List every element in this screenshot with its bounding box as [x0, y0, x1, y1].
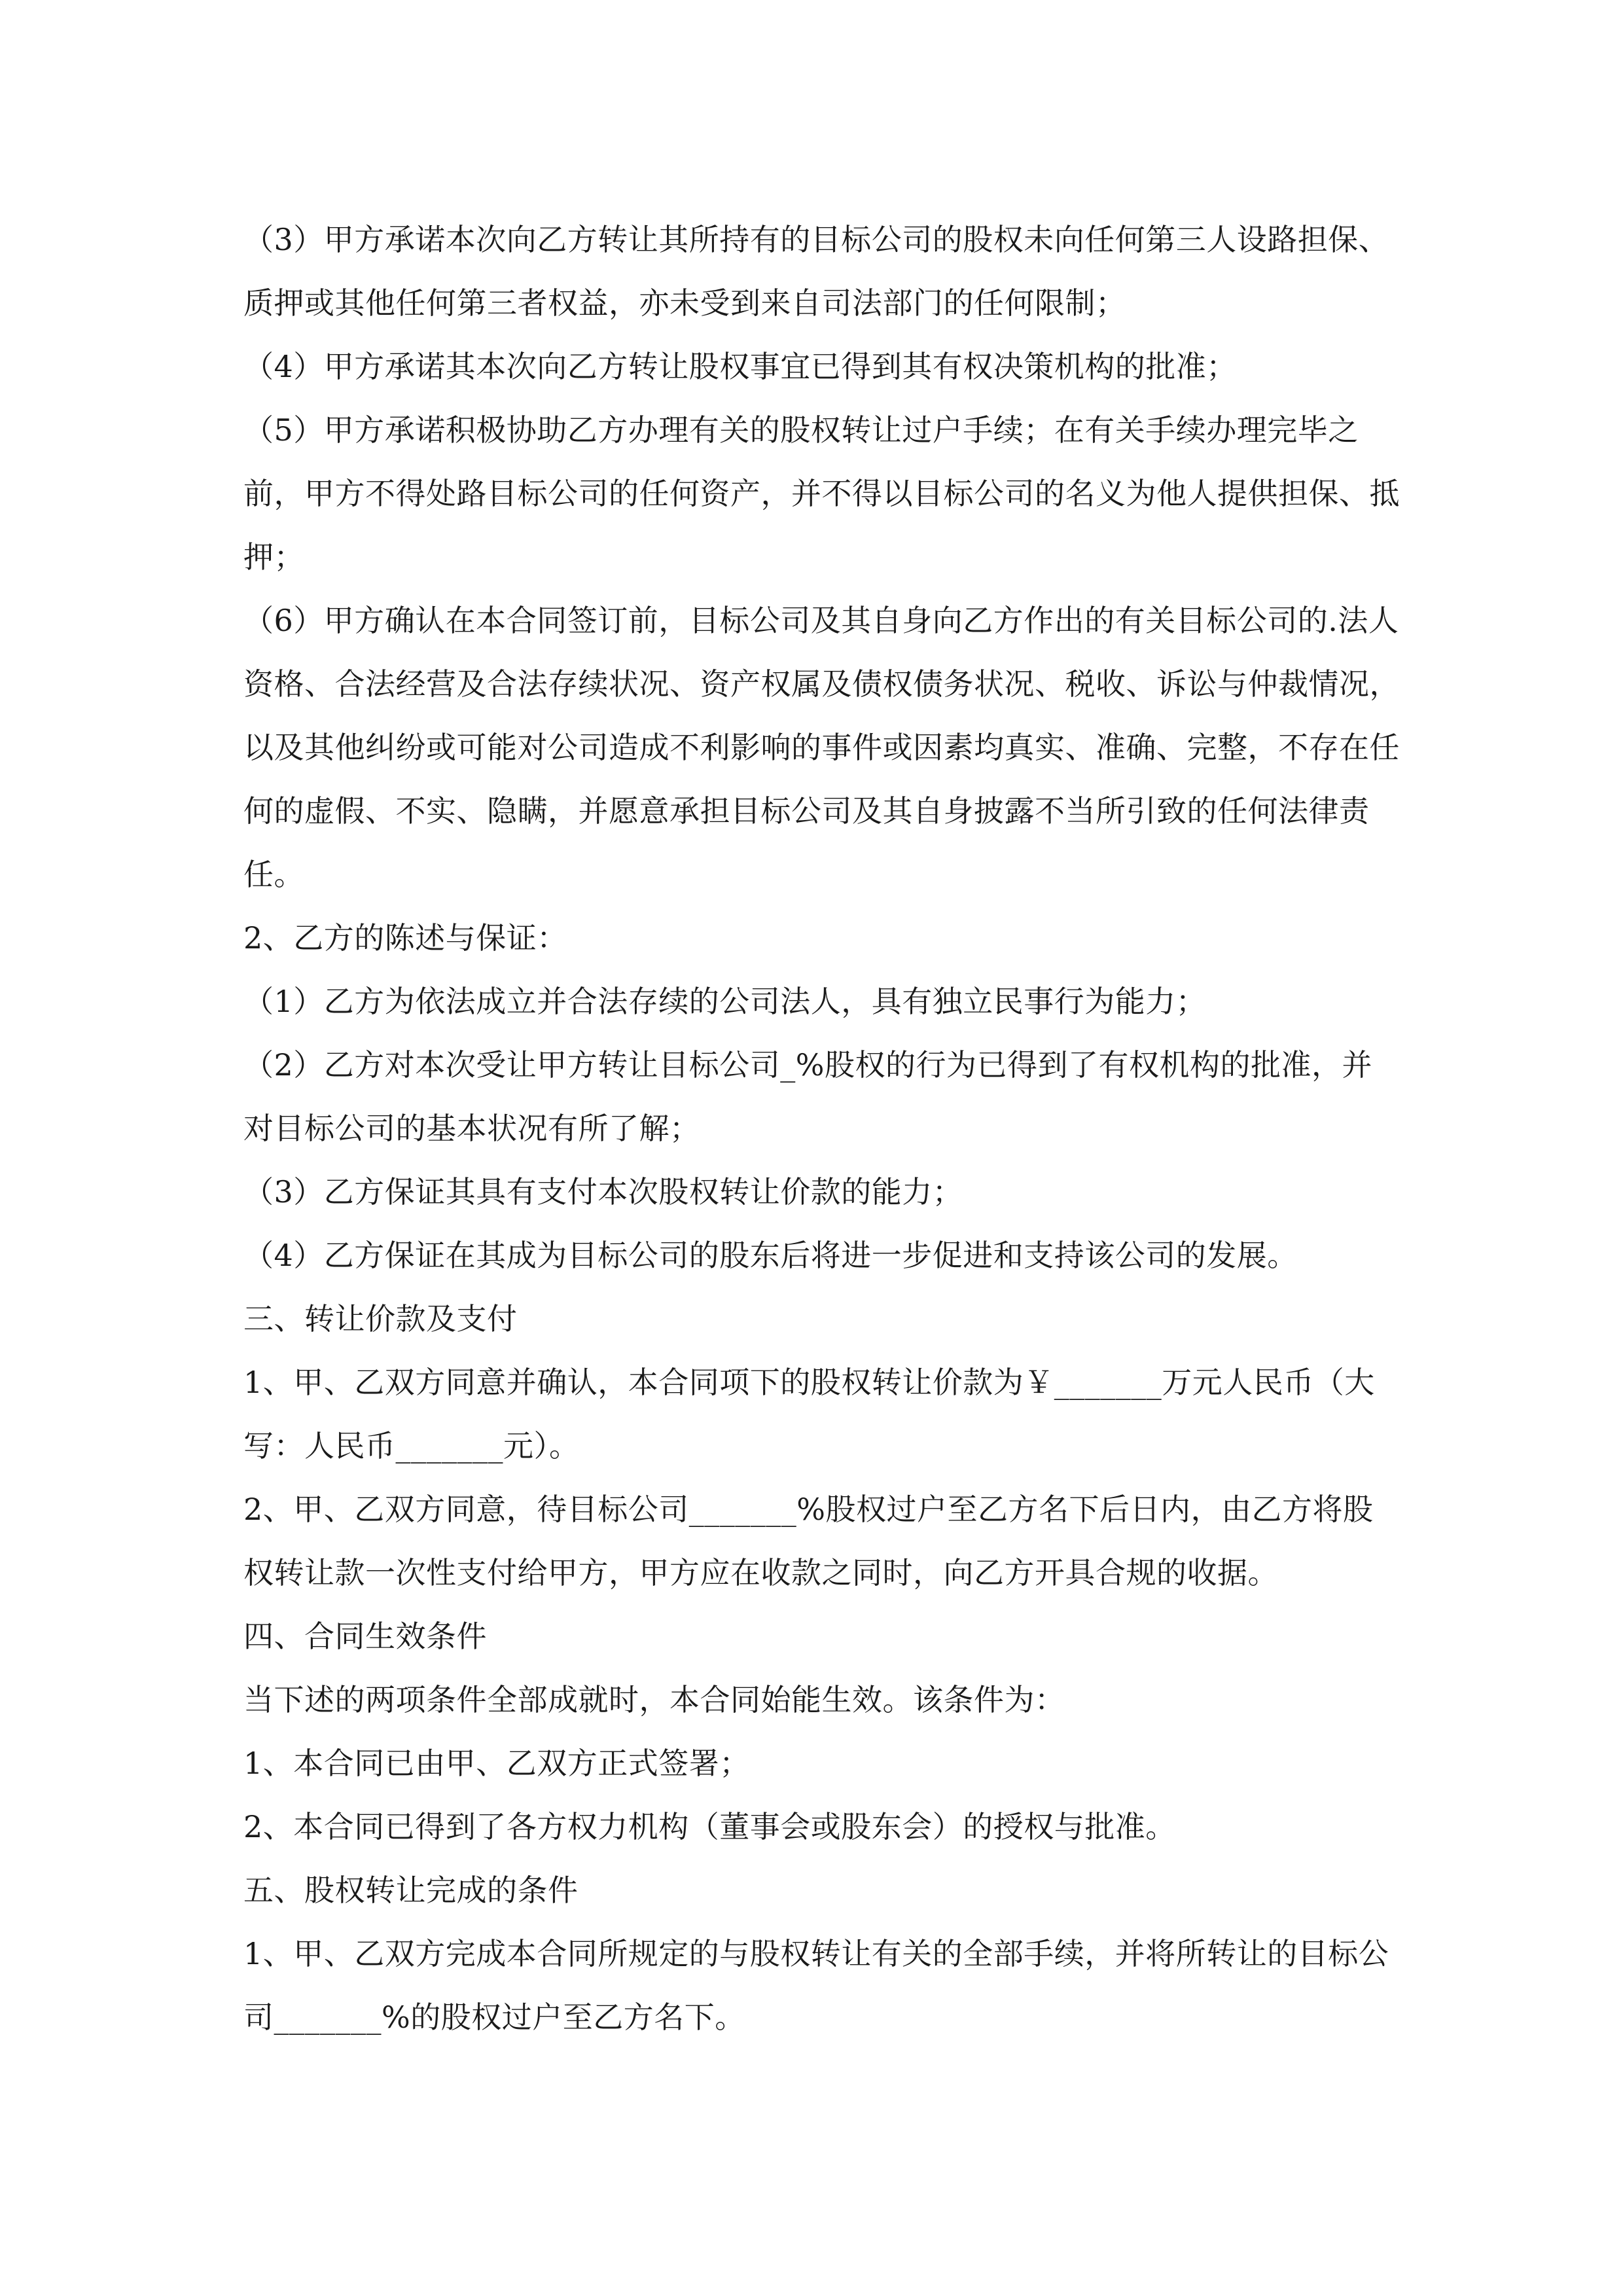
clause-paragraph: （6）甲方确认在本合同签订前，目标公司及其自身向乙方作出的有关目标公司的.法人资格、合法经营及合法存续状况、资产权属及债权债务状况、税收、诉讼与仲裁情况，以及其他纠纷或可能对公司造成不利影响的事件或因素均真实、准确、完整，不存在任何的虚假、不实、隐瞒，并愿意承担目标公司及其自身披露不当所引致的任何法律责任。 — [243, 603, 1400, 892]
clause-paragraph: 当下述的两项条件全部成就时，本合同始能生效。该条件为： — [243, 1682, 1065, 1717]
clause-paragraph: （2）乙方对本次受让甲方转让目标公司_%股权的行为已得到了有权机构的批准，并对目标公司的基本状况有所了解； — [243, 1047, 1372, 1146]
section-heading: 三、转让价款及支付 — [243, 1301, 518, 1336]
section-heading: 五、股权转让完成的条件 — [243, 1873, 579, 1908]
clause-paragraph: （3）甲方承诺本次向乙方转让其所持有的目标公司的股权未向任何第三人设路担保、质押或其他任何第三者权益，亦未受到来自司法部门的任何限制； — [243, 222, 1389, 321]
section-subheading: 2、乙方的陈述与保证： — [243, 920, 567, 956]
clause-paragraph: （1）乙方为依法成立并合法存续的公司法人，具有独立民事行为能力； — [243, 984, 1207, 1019]
clause-paragraph: 1、本合同已由甲、乙双方正式签署； — [243, 1746, 750, 1781]
clause-paragraph: 2、甲、乙双方同意，待目标公司_______%股权过户至乙方名下后日内，由乙方将股权转让款一次性支付给甲方，甲方应在收款之同时，向乙方开具合规的收据。 — [243, 1492, 1374, 1590]
clause-paragraph: 1、甲、乙双方完成本合同所规定的与股权转让有关的全部手续，并将所转让的目标公司_______%的股权过户至乙方名下。 — [243, 1936, 1389, 2035]
document-body — [243, 208, 1402, 2049]
clause-paragraph: 1、甲、乙双方同意并确认，本合同项下的股权转让价款为￥_______万元人民币（大写：人民币_______元）。 — [243, 1365, 1375, 1463]
clause-paragraph: （5）甲方承诺积极协助乙方办理有关的股权转让过户手续；在有关手续办理完毕之前，甲方不得处路目标公司的任何资产，并不得以目标公司的名义为他人提供担保、抵押； — [243, 412, 1400, 575]
section-heading: 四、合同生效条件 — [243, 1619, 487, 1654]
clause-paragraph: 2、本合同已得到了各方权力机构（董事会或股东会）的授权与批准。 — [243, 1809, 1176, 1844]
clause-paragraph: （4）乙方保证在其成为目标公司的股东后将进一步促进和支持该公司的发展。 — [243, 1238, 1298, 1273]
clause-paragraph: （4）甲方承诺其本次向乙方转让股权事宜已得到其有权决策机构的批准； — [243, 349, 1237, 384]
clause-paragraph: （3）乙方保证其具有支付本次股权转让价款的能力； — [243, 1174, 963, 1210]
